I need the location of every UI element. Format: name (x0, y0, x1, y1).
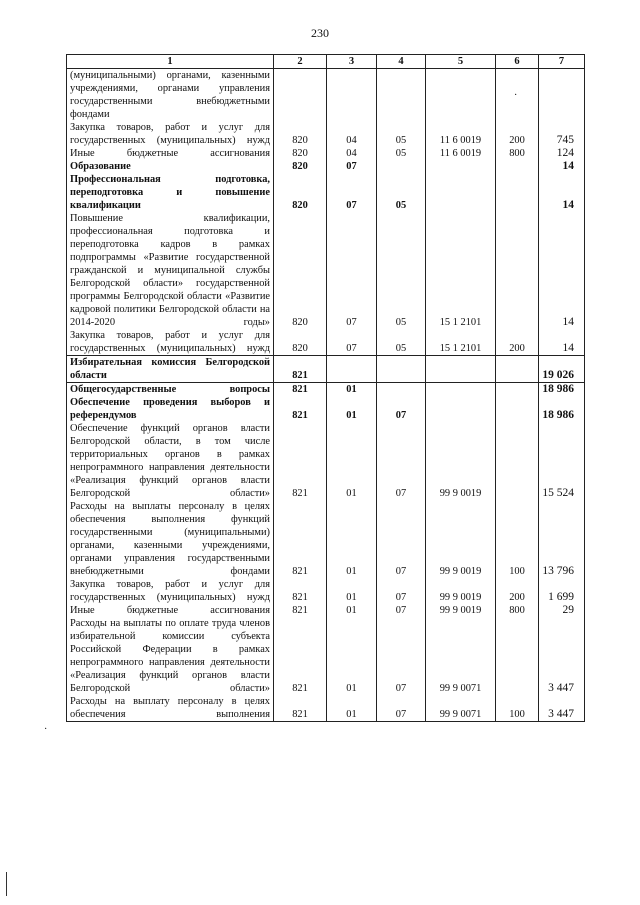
row-code-3: 07 (327, 212, 377, 329)
row-code-4 (377, 356, 426, 383)
row-amount: 29 (539, 604, 585, 617)
row-code-4: 07 (377, 578, 426, 604)
row-code-5: 99 9 0071 (426, 695, 496, 722)
row-code-2: 820 (274, 329, 327, 356)
row-code-5 (426, 396, 496, 422)
row-code-3: 01 (327, 422, 377, 500)
row-code-3: 01 (327, 383, 377, 397)
binding-mark (6, 872, 7, 896)
row-code-6 (496, 173, 539, 212)
row-code-5 (426, 383, 496, 397)
row-code-6 (496, 383, 539, 397)
row-amount: 19 026 (539, 356, 585, 383)
table-row (67, 121, 585, 147)
row-name: Иные бюджетные ассигнования (67, 147, 274, 160)
scan-dot: · (44, 724, 48, 735)
row-code-3 (327, 69, 377, 122)
row-code-6: 800 (496, 604, 539, 617)
row-code-2: 821 (274, 383, 327, 397)
row-code-6: 100 (496, 695, 539, 722)
page-number: 230 (311, 26, 329, 40)
column-header: 5 (426, 55, 496, 69)
column-header: 1 (67, 55, 274, 69)
row-amount: 14 (539, 160, 585, 173)
column-header: 2 (274, 55, 327, 69)
row-code-5 (426, 173, 496, 212)
table-row (67, 173, 585, 212)
row-code-2: 821 (274, 695, 327, 722)
table-row (67, 212, 585, 329)
row-name: Расходы на выплаты персоналу в целях обеспечения выполнения функций государственными (муниципальными) органами, казенными учреждениями, органами управления государственными внебюджетными фондами (67, 500, 274, 578)
table-row (67, 329, 585, 356)
row-code-3: 01 (327, 604, 377, 617)
header-row (67, 55, 585, 69)
row-code-5: 15 1 2101 (426, 212, 496, 329)
row-code-4: 07 (377, 617, 426, 695)
row-code-2: 821 (274, 578, 327, 604)
row-code-2: 820 (274, 160, 327, 173)
row-code-2: 821 (274, 617, 327, 695)
row-code-2 (274, 69, 327, 122)
column-header: 3 (327, 55, 377, 69)
row-amount (539, 69, 585, 122)
row-code-5: 99 9 0019 (426, 500, 496, 578)
row-code-4 (377, 160, 426, 173)
row-code-6: 800 (496, 147, 539, 160)
table-row (67, 695, 585, 722)
row-code-2: 821 (274, 500, 327, 578)
row-code-2: 820 (274, 212, 327, 329)
row-code-2: 820 (274, 121, 327, 147)
row-code-4: 07 (377, 422, 426, 500)
row-name: Обеспечение функций органов власти Белгородской области, в том числе территориальных органов в рамках непрограммного направления деятельности «Реализация функций органов власти Белгородской области» (67, 422, 274, 500)
table-row (67, 617, 585, 695)
row-name: Расходы на выплаты по оплате труда членов избирательной комиссии субъекта Российской Федерации в рамках непрограммного направления деятельности «Реализация функций органов власти Белгородской области» (67, 617, 274, 695)
row-amount: 3 447 (539, 617, 585, 695)
row-amount: 18 986 (539, 396, 585, 422)
row-code-4: 05 (377, 329, 426, 356)
row-code-6 (496, 160, 539, 173)
column-header: 7 (539, 55, 585, 69)
row-code-3: 04 (327, 147, 377, 160)
row-code-3 (327, 356, 377, 383)
row-code-6: 100 (496, 500, 539, 578)
row-name: Обеспечение проведения выборов и референдумов (67, 396, 274, 422)
row-amount: 18 986 (539, 383, 585, 397)
row-code-6: 200 (496, 329, 539, 356)
row-code-5: 99 9 0019 (426, 578, 496, 604)
row-code-3: 01 (327, 396, 377, 422)
row-name: Расходы на выплату персоналу в целях обеспечения выполнения (67, 695, 274, 722)
row-code-4: 05 (377, 147, 426, 160)
row-code-5: 11 6 0019 (426, 147, 496, 160)
row-code-6: 200 (496, 121, 539, 147)
column-header: 6 (496, 55, 539, 69)
row-code-3: 07 (327, 329, 377, 356)
row-amount: 14 (539, 329, 585, 356)
row-name: Закупка товаров, работ и услуг для государственных (муниципальных) нужд (67, 329, 274, 356)
row-name: Избирательная комиссия Белгородской области (67, 356, 274, 383)
row-code-5: 11 6 0019 (426, 121, 496, 147)
column-header: 4 (377, 55, 426, 69)
row-code-3: 01 (327, 695, 377, 722)
table-row (67, 69, 585, 122)
row-code-2: 821 (274, 422, 327, 500)
table-row (67, 422, 585, 500)
row-code-2: 821 (274, 356, 327, 383)
row-code-6 (496, 422, 539, 500)
row-amount: 124 (539, 147, 585, 160)
row-code-5: 99 9 0019 (426, 604, 496, 617)
row-amount: 745 (539, 121, 585, 147)
row-amount: 14 (539, 212, 585, 329)
row-amount: 14 (539, 173, 585, 212)
row-code-6 (496, 212, 539, 329)
table-row (67, 396, 585, 422)
row-code-5: 15 1 2101 (426, 329, 496, 356)
budget-table (66, 54, 585, 722)
row-code-3: 07 (327, 173, 377, 212)
row-code-4: 07 (377, 500, 426, 578)
row-code-6 (496, 396, 539, 422)
table-row (67, 147, 585, 160)
row-name: Закупка товаров, работ и услуг для государственных (муниципальных) нужд (67, 121, 274, 147)
row-amount: 3 447 (539, 695, 585, 722)
row-code-3: 07 (327, 160, 377, 173)
row-name: (муниципальными) органами, казенными учреждениями, органами управления государственными внебюджетными фондами (67, 69, 274, 122)
row-amount: 1 699 (539, 578, 585, 604)
row-name: Образование (67, 160, 274, 173)
row-code-5 (426, 356, 496, 383)
row-code-3: 04 (327, 121, 377, 147)
table-row (67, 160, 585, 173)
table-row (67, 356, 585, 383)
row-code-4: 05 (377, 121, 426, 147)
row-code-5 (426, 69, 496, 122)
row-name: Общегосударственные вопросы (67, 383, 274, 397)
row-code-4: 07 (377, 604, 426, 617)
row-code-2: 821 (274, 604, 327, 617)
row-amount: 13 796 (539, 500, 585, 578)
row-name: Закупка товаров, работ и услуг для государственных (муниципальных) нужд (67, 578, 274, 604)
row-code-4: 07 (377, 695, 426, 722)
row-code-4 (377, 383, 426, 397)
row-code-5: 99 9 0019 (426, 422, 496, 500)
row-name: Повышение квалификации, профессиональная подготовка и переподготовка кадров в рамках подпрограммы «Развитие государственной гражданской и муниципальной службы Белгородской области» государственной программы Белгородской области «Развитие кадровой политики Белгородской области на 2014-2020 годы» (67, 212, 274, 329)
table-row (67, 383, 585, 397)
row-code-3: 01 (327, 500, 377, 578)
scan-dot: · (514, 90, 518, 101)
row-amount: 15 524 (539, 422, 585, 500)
row-code-4 (377, 69, 426, 122)
row-code-5 (426, 160, 496, 173)
row-code-4: 05 (377, 212, 426, 329)
row-name: Иные бюджетные ассигнования (67, 604, 274, 617)
row-code-3: 01 (327, 617, 377, 695)
row-code-6: 200 (496, 578, 539, 604)
row-code-4: 07 (377, 396, 426, 422)
table-row (67, 604, 585, 617)
row-name: Профессиональная подготовка, переподготовка и повышение квалификации (67, 173, 274, 212)
row-code-5: 99 9 0071 (426, 617, 496, 695)
row-code-2: 821 (274, 396, 327, 422)
row-code-2: 820 (274, 173, 327, 212)
table-row (67, 578, 585, 604)
row-code-6 (496, 356, 539, 383)
table-row (67, 500, 585, 578)
row-code-3: 01 (327, 578, 377, 604)
row-code-2: 820 (274, 147, 327, 160)
row-code-4: 05 (377, 173, 426, 212)
row-code-6 (496, 617, 539, 695)
